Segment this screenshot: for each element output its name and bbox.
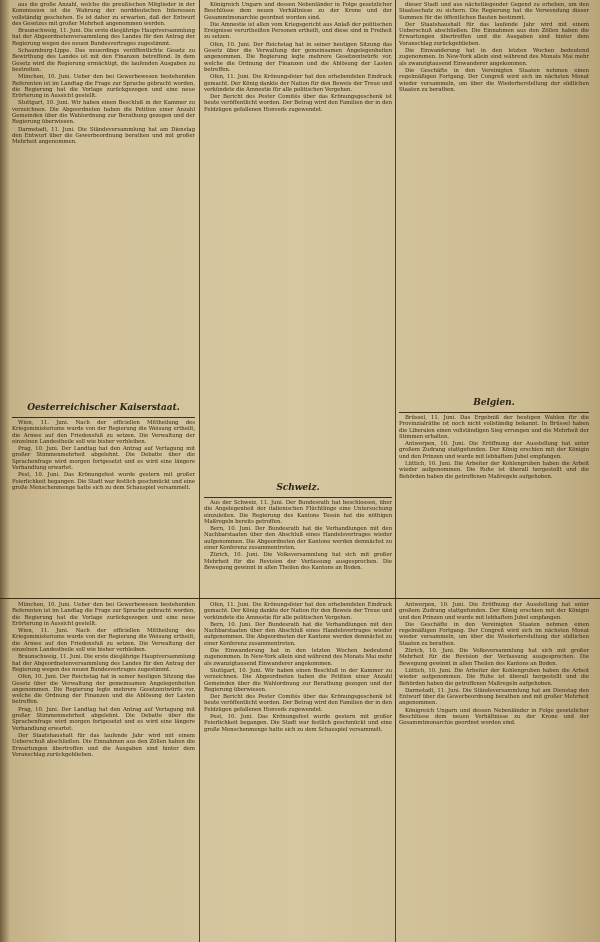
column-rule <box>199 0 200 942</box>
section-rule <box>204 497 392 498</box>
article-paragraph: Antwerpen, 10. Juni. Die Eröffnung der Ausstellung hat unter großem Zudrang stattgefunden. Der König erschien mit der Königin und den Prinzen und wurde mit lebhaftem Jubel empfangen. <box>399 602 589 621</box>
article-paragraph: Bern, 10. Juni. Der Bundesrath hat die Verhandlungen mit den Nachbarstaaten über den Abschluß eines Handelsvertrages wieder aufgenommen. Die Abgeordneten der Kantone werden demnächst zu einer Konferenz zusammentreten. <box>204 621 392 647</box>
article-paragraph: Lüttich, 10. Juni. Die Arbeiter der Kohlengruben haben die Arbeit wieder aufgenommen. Die Ruhe ist überall hergestellt und die Behörden haben die getroffenen Maßregeln aufgehoben. <box>399 461 589 480</box>
section-heading-switzerland: Schweiz. <box>276 483 320 493</box>
article-paragraph: Die Einwanderung hat in den letzten Wochen bedeutend zugenommen. In New-York allein sind während des Monats Mai mehr als zwanzigtausend Einwanderer angekommen. <box>399 48 589 67</box>
article-paragraph: Brüssel, 11. Juni. Das Ergebniß der heutigen Wahlen für die Provinzialräthe ist noch nicht vollständig bekannt. In Brüssel haben die Liberalen einen vollständigen Sieg errungen und die Mehrheit der Stimmen erhalten. <box>399 415 589 440</box>
column-3-lower <box>399 602 589 938</box>
column-3-belgium <box>399 395 589 594</box>
article-paragraph: Braunschweig, 11. Juni. Die erste diesjährige Hauptversammlung hat der Abgeordnetenversammlung des Landes für den Antrag der Regierung wegen des neuen Bundesvertrages zugestimmt. <box>12 654 195 673</box>
article-paragraph: Prag, 10. Juni. Der Landtag hat den Antrag auf Vertagung mit großer Stimmenmehrheit abgelehnt. Die Debatte über die Sprachenfrage wird morgen fortgesetzt und es wird eine längere Verhandlung erwartet. <box>12 706 195 732</box>
article-paragraph: Die Einwanderung hat in den letzten Wochen bedeutend zugenommen. In New-York allein sind während des Monats Mai mehr als zwanzigtausend Einwanderer angekommen. <box>204 648 392 667</box>
article-paragraph: Wien, 11. Juni. Nach der officiellen Mittheilung des Kriegsministeriums wurde von der Regierung die Weisung ertheilt, die Armee auf den Friedensfuß zu setzen. Die Verwaltung der einzelnen Landestheile soll wie bisher verbleiben. <box>12 628 195 654</box>
article-paragraph: Die Geschäfte in den Vereinigten Staaten nehmen einen regelmäßigen Fortgang. Der Congreß wird sich im nächsten Monat wieder versammeln, um über die Wiederherstellung der südlichen Staaten zu berathen. <box>399 621 589 647</box>
article-paragraph: Der Bericht des Pester Comités über das Krönungsgeschenk ist heute veröffentlicht worden. Der Betrag wird den Familien der in den Feldzügen gefallenen Honveds zugewendet. <box>204 94 392 113</box>
column-2-lower <box>204 602 392 938</box>
article-paragraph: Zürich, 10. Juni. Die Volksversammlung hat sich mit großer Mehrheit für die Revision der Verfassung ausgesprochen. Die Bewegung gewinnt in allen Theilen des Kantons an Boden. <box>399 648 589 667</box>
article-paragraph: Wien, 11. Juni. Nach der officiellen Mittheilung des Kriegsministeriums wurde von der Regierung die Weisung ertheilt, die Armee auf den Friedensfuß zu setzen. Die Verwaltung der einzelnen Landestheile soll wie bisher verbleiben. <box>12 420 195 445</box>
article-paragraph: Pest, 10. Juni. Das Krönungsfest wurde gestern mit großer Feierlichkeit begangen. Die Stadt war festlich geschmückt und eine große Menschenmenge hatte sich zu dem Schauspiel versammelt. <box>204 714 392 733</box>
article-paragraph: Zürich, 10. Juni. Die Volksversammlung hat sich mit großer Mehrheit für die Revision der Verfassung ausgesprochen. Die Bewegung gewinnt in allen Theilen des Kantons an Boden. <box>204 552 392 571</box>
column-2-top <box>204 2 392 477</box>
article-paragraph: Ofen, 10. Juni. Der Reichstag hat in seiner heutigen Sitzung das Gesetz über die Verwaltung der gemeinsamen Angelegenheiten angenommen. Die Regierung legte mehrere Gesetzentwürfe vor, welche die Ordnung der Finanzen und die Ablösung der Lasten betreffen. <box>204 41 392 73</box>
article-paragraph: Der Bericht des Pester Comités über das Krönungsgeschenk ist heute veröffentlicht worden. Der Betrag wird den Familien der in den Feldzügen gefallenen Honveds zugewendet. <box>204 694 392 713</box>
article-paragraph: aus die große Anzahl, welche die preußischen Mitglieder in der Kommission ist die Wahrung der norddeutschen Interessen vollständig geschehen. Es ist daher zu erwarten, daß der Entwurf des Gesetzes mit großer Mehrheit angenommen werden. <box>12 2 195 27</box>
article-paragraph: Stuttgart, 10. Juni. Wir haben einen Beschluß in der Kammer zu verzeichnen. Die Abgeordneten haben die Petition einer Anzahl Gemeinden über die Wahlordnung zur Berathung gezogen und der Regierung überwiesen. <box>204 667 392 693</box>
article-paragraph: Stuttgart, 10. Juni. Wir haben einen Beschluß in der Kammer zu verzeichnen. Die Abgeordneten haben die Petition einer Anzahl Gemeinden über die Wahlordnung zur Berathung gezogen und der Regierung überwiesen. <box>12 100 195 126</box>
article-paragraph: Königreich Ungarn und dessen Nebenländer in Folge gesetzlicher Beschlüsse dem neuen Verhältnisse zu der Krone und der Gesammtmonarchie geordnet worden sind. <box>204 2 392 21</box>
column-rule <box>395 0 396 942</box>
article-paragraph: Pest, 10. Juni. Das Krönungsfest wurde gestern mit großer Feierlichkeit begangen. Die Stadt war festlich geschmückt und eine große Menschenmenge hatte sich zu dem Schauspiel versammelt. <box>12 472 195 491</box>
article-paragraph: Die Amnestie ist allen vom Kriegsgericht aus Anlaß der politischen Ereignisse verurtheilten Personen ertheilt, und diese sind in Freiheit zu setzen. <box>204 21 392 41</box>
article-paragraph: Schaumburg-Lippe. Das neuerdings veröffentlichte Gesetz zu Bewirthung des Landes ist mit den Finanzen betreffend. In dem Gesetz wird die Regierung ermächtigt, die laufenden Ausgaben zu bestreiten. <box>12 48 195 73</box>
article-paragraph: Prag, 10. Juni. Der Landtag hat den Antrag auf Vertagung mit großer Stimmenmehrheit abgelehnt. Die Debatte über die Sprachenfrage wird morgen fortgesetzt und es wird eine längere Verhandlung erwartet. <box>12 446 195 472</box>
article-paragraph: Ofen, 11. Juni. Die Krönungsfeier hat den erhebendsten Eindruck gemacht. Der König dankte der Nation für den Beweis der Treue und verkündete die Amnestie für alle politischen Vergehen. <box>204 74 392 93</box>
column-1-austria <box>12 400 195 594</box>
article-paragraph: Braunschweig, 11. Juni. Die erste diesjährige Hauptversammlung hat der Abgeordnetenversammlung des Landes für den Antrag der Regierung wegen des neuen Bundesvertrages zugestimmt. <box>12 28 195 47</box>
article-paragraph: Die Geschäfte in den Vereinigten Staaten nehmen einen regelmäßigen Fortgang. Der Congreß wird sich im nächsten Monat wieder versammeln, um über die Wiederherstellung der südlichen Staaten zu berathen. <box>399 67 589 93</box>
article-paragraph: Bern, 10. Juni. Der Bundesrath hat die Verhandlungen mit den Nachbarstaaten über den Abschluß eines Handelsvertrages wieder aufgenommen. Die Abgeordneten der Kantone werden demnächst zu einer Konferenz zusammentreten. <box>204 526 392 552</box>
article-paragraph: Der Staatshaushalt für das laufende Jahr wird mit einem Ueberschuß abschließen. Die Einnahmen aus den Zöllen haben die Erwartungen übertroffen und die Ausgaben sind hinter dem Voranschlag zurückgeblieben. <box>399 21 589 47</box>
article-paragraph: Darmstadt, 11. Juni. Die Ständeversammlung hat am Dienstag den Entwurf über die Gewerbeordnung berathen und mit großer Mehrheit angenommen. <box>399 687 589 707</box>
article-paragraph: Der Staatshaushalt für das laufende Jahr wird mit einem Ueberschuß abschließen. Die Einnahmen aus den Zöllen haben die Erwartungen übertroffen und die Ausgaben sind hinter dem Voranschlag zurückgeblieben. <box>12 732 195 758</box>
article-paragraph: Aus der Schweiz, 11. Juni. Der Bundesrath hat beschlossen, über die Angelegenheit der italienischen Flüchtlinge eine Untersuchung einzuleiten. Die Regierung des Kantons Tessin hat die nöthigen Maßregeln bereits getroffen. <box>204 500 392 525</box>
binding-shadow <box>0 0 10 942</box>
section-rule <box>399 412 589 413</box>
section-heading-austria: Oesterreichischer Kaiserstaat. <box>27 403 180 413</box>
article-paragraph: München, 10. Juni. Ueber den bei Gewerbewesen bestehenden Referenten ist im Landtag die Frage zur Sprache gebracht worden, die Regierung hat die Vorlage zurückgezogen und eine neue Erörterung in Aussicht gestellt. <box>12 74 195 100</box>
section-rule <box>12 417 195 418</box>
article-paragraph: dieser Stadt und aus nächstliegender Gegend zu erheben, um den Staatsschatz zu sichern. Die Regierung hat die Verwendung dieser Summen für die öffentlichen Bauten bestimmt. <box>399 2 589 21</box>
article-paragraph: Königreich Ungarn und dessen Nebenländer in Folge gesetzlicher Beschlüsse dem neuen Verhältnisse zu der Krone und der Gesammtmonarchie geordnet worden sind. <box>399 707 589 727</box>
column-2-switzerland <box>204 480 392 594</box>
column-3-top <box>399 2 589 392</box>
column-1-lower <box>12 602 195 938</box>
article-paragraph: Ofen, 10. Juni. Der Reichstag hat in seiner heutigen Sitzung das Gesetz über die Verwaltung der gemeinsamen Angelegenheiten angenommen. Die Regierung legte mehrere Gesetzentwürfe vor, welche die Ordnung der Finanzen und die Ablösung der Lasten betreffen. <box>12 674 195 706</box>
article-paragraph: München, 10. Juni. Ueber den bei Gewerbewesen bestehenden Referenten ist im Landtag die Frage zur Sprache gebracht worden, die Regierung hat die Vorlage zurückgezogen und eine neue Erörterung in Aussicht gestellt. <box>12 602 195 627</box>
section-heading-belgium: Belgien. <box>473 398 515 408</box>
fold-rule <box>0 598 600 599</box>
article-paragraph: Lüttich, 10. Juni. Die Arbeiter der Kohlengruben haben die Arbeit wieder aufgenommen. Die Ruhe ist überall hergestellt und die Behörden haben die getroffenen Maßregeln aufgehoben. <box>399 667 589 687</box>
article-paragraph: Ofen, 11. Juni. Die Krönungsfeier hat den erhebendsten Eindruck gemacht. Der König dankte der Nation für den Beweis der Treue und verkündete die Amnestie für alle politischen Vergehen. <box>204 602 392 621</box>
column-1-top <box>12 2 195 396</box>
article-paragraph: Darmstadt, 11. Juni. Die Ständeversammlung hat am Dienstag den Entwurf über die Gewerbeordnung berathen und mit großer Mehrheit angenommen. <box>12 126 195 146</box>
article-paragraph: Antwerpen, 10. Juni. Die Eröffnung der Ausstellung hat unter großem Zudrang stattgefunden. Der König erschien mit der Königin und den Prinzen und wurde mit lebhaftem Jubel empfangen. <box>399 441 589 460</box>
